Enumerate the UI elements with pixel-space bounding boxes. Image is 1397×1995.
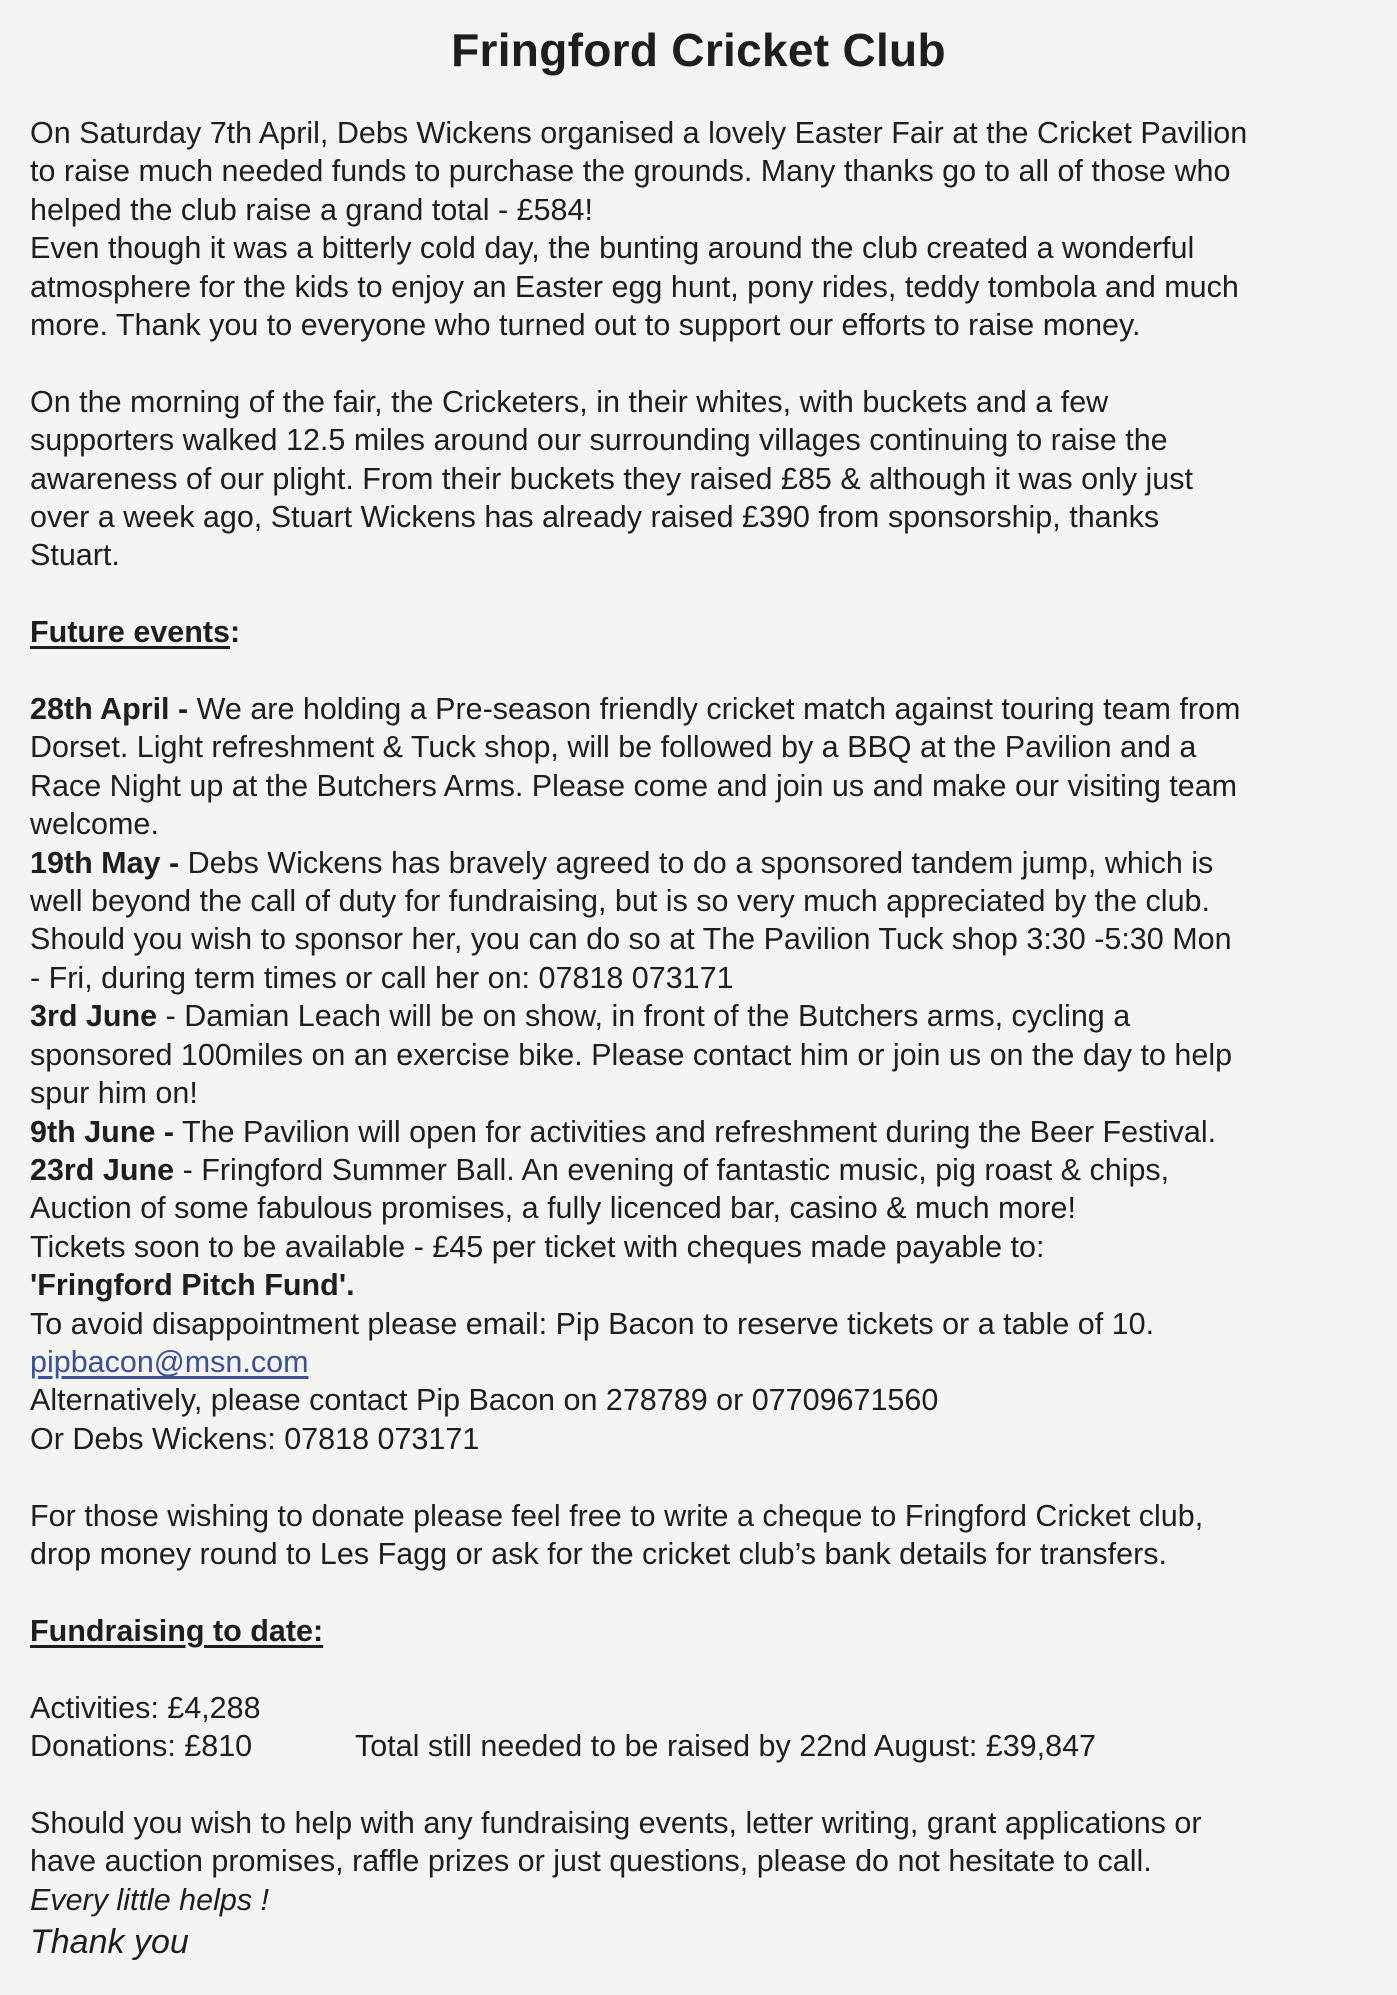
intro-line: more. Thank you to everyone who turned out to support our efforts to raise money.: [30, 308, 1141, 343]
contact-pip: Alternatively, please contact Pip Bacon on 278789 or 07709671560: [30, 1383, 939, 1418]
event-9-june: [30, 1113, 1397, 1151]
closing-line: have auction promises, raffle prizes or just questions, please do not hesitate to call.: [30, 1844, 1152, 1879]
closing-paragraph: [30, 1804, 1397, 1965]
event-text: - Fringford Summer Ball. An evening of fantastic music, pig roast & chips,: [174, 1152, 1170, 1187]
event-text-line: Tickets soon to be available - £45 per ticket with cheques made payable to:: [30, 1229, 1045, 1264]
intro-paragraph: [30, 114, 1397, 344]
future-events-heading: [30, 613, 1397, 651]
reserve-text: To avoid disappointment please email: Pip Bacon to reserve tickets or a table of 10.: [30, 1306, 1155, 1341]
page-title: Fringford Cricket Club: [451, 24, 946, 76]
fundraising-heading-text: Fundraising to date:: [30, 1613, 324, 1648]
event-text-line: welcome.: [30, 807, 159, 842]
event-text: We are holding a Pre-season friendly cricket match against touring team from: [188, 692, 1241, 727]
event-date: 19th May -: [30, 845, 180, 880]
closing-line: Should you wish to help with any fundraising events, letter writing, grant applications or: [30, 1805, 1202, 1840]
walk-line: supporters walked 12.5 miles around our surrounding villages continuing to raise the: [30, 423, 1168, 458]
event-text-line: spur him on!: [30, 1076, 198, 1111]
payee-name: 'Fringford Pitch Fund'.: [30, 1268, 355, 1303]
event-date: 3rd June: [30, 999, 158, 1034]
event-23-june: [30, 1151, 1397, 1189]
event-text-line: sponsored 100miles on an exercise bike. Please contact him or join us on the day to help: [30, 1037, 1233, 1072]
intro-line: On Saturday 7th April, Debs Wickens organised a lovely Easter Fair at the Cricket Pavilion: [30, 116, 1248, 150]
donate-paragraph: [30, 1497, 1397, 1574]
activities-total: Activities: £4,288: [30, 1690, 261, 1725]
event-text-line: Race Night up at the Butchers Arms. Please come and join us and make our visiting team: [30, 768, 1238, 803]
every-little-helps: Every little helps !: [30, 1882, 270, 1917]
event-19-may: [30, 844, 1397, 882]
walk-line: awareness of our plight. From their buckets they raised £85 & although it was only just: [30, 461, 1193, 496]
still-needed-total: Total still needed to be raised by 22nd August: £39,847: [355, 1728, 1097, 1763]
event-text-line: well beyond the call of duty for fundraising, but is so very much appreciated by the club.: [30, 884, 1210, 919]
walk-line: Stuart.: [30, 538, 120, 573]
event-text: The Pavilion will open for activities and refreshment during the Beer Festival.: [174, 1114, 1217, 1149]
email-link[interactable]: pipbacon@msn.com: [30, 1344, 309, 1379]
future-events-heading-colon: :: [230, 615, 241, 650]
donations-total: Donations: £810: [30, 1728, 253, 1763]
event-date: 23rd June: [30, 1152, 175, 1187]
event-date: 9th June -: [30, 1114, 175, 1149]
event-text-line: Dorset. Light refreshment & Tuck shop, will be followed by a BBQ at the Pavilion and a: [30, 730, 1197, 765]
event-28-april: [30, 690, 1397, 728]
donate-line: For those wishing to donate please feel free to write a cheque to Fringford Cricket club,: [30, 1498, 1204, 1533]
event-text: Debs Wickens has bravely agreed to do a sponsored tandem jump, which is: [179, 845, 1214, 880]
fundraising-heading: [30, 1612, 1397, 1650]
event-text-line: Should you wish to sponsor her, you can do so at The Pavilion Tuck shop 3:30 -5:30 Mon: [30, 922, 1232, 957]
intro-line: atmosphere for the kids to enjoy an Easter egg hunt, pony rides, teddy tombola and much: [30, 269, 1239, 304]
intro-line: to raise much needed funds to purchase the grounds. Many thanks go to all of those who: [30, 154, 1231, 189]
donations-row: [30, 1727, 1397, 1765]
intro-line: helped the club raise a grand total - £584!: [30, 192, 593, 227]
event-text-line: Auction of some fabulous promises, a fully licenced bar, casino & much more!: [30, 1191, 1076, 1226]
walk-paragraph: [30, 383, 1397, 575]
event-text-line: - Fri, during term times or call her on: 07818 073171: [30, 960, 734, 995]
walk-line: over a week ago, Stuart Wickens has already raised £390 from sponsorship, thanks: [30, 500, 1160, 535]
thank-you: Thank you: [30, 1922, 189, 1961]
future-events-heading-text: Future events: [30, 615, 230, 650]
event-date: 28th April -: [30, 692, 189, 727]
contact-debs: Or Debs Wickens: 07818 073171: [30, 1421, 480, 1456]
walk-line: On the morning of the fair, the Cricketers, in their whites, with buckets and a few: [30, 384, 1109, 419]
intro-line: Even though it was a bitterly cold day, the bunting around the club created a wonderful: [30, 231, 1195, 266]
email-row: [30, 1343, 1397, 1381]
event-text: - Damian Leach will be on show, in front of the Butchers arms, cycling a: [157, 999, 1131, 1034]
events-list: [30, 690, 1397, 1458]
fundraising-totals: [30, 1689, 1397, 1766]
event-3-june: [30, 997, 1397, 1035]
donate-line: drop money round to Les Fagg or ask for the cricket club’s bank details for transfers.: [30, 1536, 1167, 1571]
